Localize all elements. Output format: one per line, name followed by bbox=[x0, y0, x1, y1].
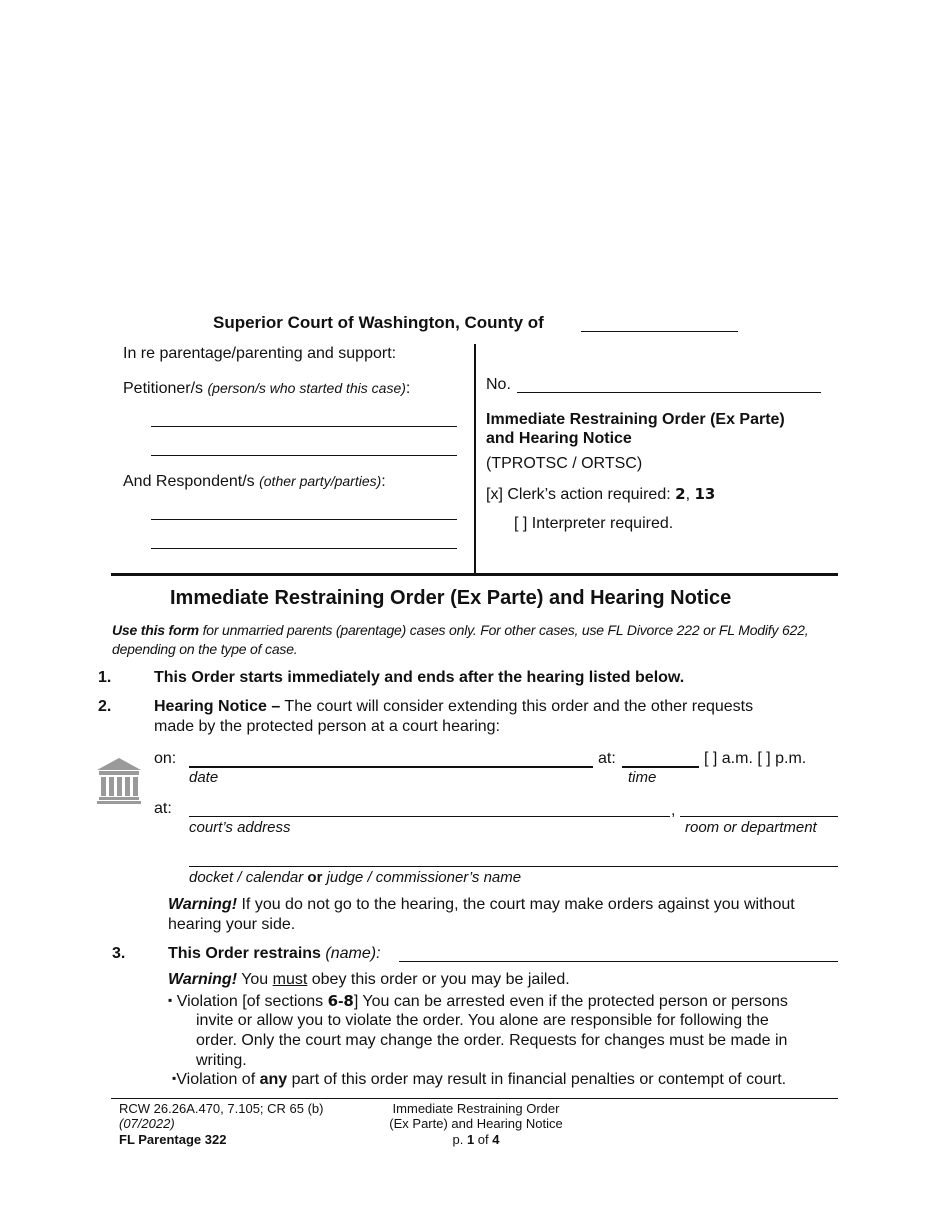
restrained-name-field[interactable] bbox=[399, 961, 838, 962]
ampm-checkboxes[interactable]: [ ] a.m. [ ] p.m. bbox=[704, 750, 807, 767]
clerk-action: [x] Clerk’s action required: 2, 13 bbox=[486, 485, 716, 503]
room-caption: room or department bbox=[685, 819, 817, 836]
courthouse-icon bbox=[96, 757, 142, 805]
caption-doc-title-1: Immediate Restraining Order (Ex Parte) bbox=[486, 411, 785, 428]
time-caption: time bbox=[628, 769, 657, 786]
interpreter-checkbox[interactable]: [ ] Interpreter required. bbox=[514, 515, 674, 532]
intro-line-2: depending on the type of case. bbox=[112, 641, 298, 657]
docket-field[interactable] bbox=[189, 866, 838, 867]
item-2-number: 2. bbox=[98, 698, 112, 715]
item-3-heading: This Order restrains (name): bbox=[168, 945, 381, 962]
hearing-at-label: at: bbox=[154, 800, 172, 817]
respondent-label: And Respondent/s (other party/parties): bbox=[123, 473, 386, 490]
respondent-field-2[interactable] bbox=[151, 548, 457, 549]
address-caption: court’s address bbox=[189, 819, 291, 836]
court-address-field[interactable] bbox=[189, 816, 670, 817]
item-1-number: 1. bbox=[98, 669, 112, 686]
hearing-warning-line-2: hearing your side. bbox=[168, 916, 296, 933]
footer-title-2: (Ex Parte) and Hearing Notice bbox=[389, 1116, 563, 1131]
respondent-hint: (other party/parties) bbox=[259, 473, 382, 489]
footer-rcw: RCW 26.26A.470, 7.105; CR 65 (b) bbox=[119, 1101, 324, 1116]
footer-title-1: Immediate Restraining Order bbox=[392, 1101, 560, 1116]
court-title: Superior Court of Washington, County of bbox=[213, 313, 544, 332]
restrain-warning: Warning! You must obey this order or you may be jailed. bbox=[168, 971, 570, 988]
bullet-1-line-2: invite or allow you to violate the order. You alone are responsible for following the bbox=[196, 1012, 769, 1029]
room-field[interactable] bbox=[680, 816, 838, 817]
bullet-1-line-3: order. Only the court may change the order. Requests for changes must be made in bbox=[196, 1032, 788, 1049]
hearing-on-label: on: bbox=[154, 750, 177, 767]
case-number-field[interactable] bbox=[517, 392, 821, 393]
intro-line-1: Use this form for unmarried parents (parentage) cases only. For other cases, use FL Divorce 222 or FL Modify 622, bbox=[112, 622, 809, 638]
item-3-number: 3. bbox=[112, 945, 126, 962]
item-2-line-1: Hearing Notice – The court will consider extending this order and the other requests bbox=[154, 698, 754, 715]
petitioner-field-2[interactable] bbox=[151, 455, 457, 456]
case-number-label: No. bbox=[486, 376, 511, 393]
footer-date: (07/2022) bbox=[119, 1116, 175, 1131]
item-2-line-2: made by the protected person at a court hearing: bbox=[154, 718, 500, 735]
hearing-time-field[interactable] bbox=[622, 766, 699, 768]
county-field[interactable] bbox=[581, 331, 738, 332]
item-1-text: This Order starts immediately and ends after the hearing listed below. bbox=[154, 669, 685, 686]
hearing-date-field[interactable] bbox=[189, 766, 593, 768]
footer-rule bbox=[111, 1098, 838, 1099]
in-re-label: In re parentage/parenting and support: bbox=[123, 345, 397, 362]
address-comma: , bbox=[671, 802, 676, 819]
bullet-2: ▪Violation of any part of this order may result in financial penalties or contempt of court. bbox=[172, 1071, 787, 1088]
hearing-time-label: at: bbox=[598, 750, 616, 767]
main-title: Immediate Restraining Order (Ex Parte) and Hearing Notice bbox=[170, 587, 732, 609]
caption-bottom-rule bbox=[111, 573, 838, 576]
caption-doc-title-2: and Hearing Notice bbox=[486, 430, 632, 447]
bullet-1-line-4: writing. bbox=[196, 1052, 247, 1069]
petitioner-label: Petitioner/s (person/s who started this case): bbox=[123, 380, 411, 397]
date-caption: date bbox=[189, 769, 219, 786]
footer-page: p. 1 of 4 bbox=[452, 1132, 500, 1147]
bullet-1-line-1: ▪ Violation [of sections 6-8] You can be arrested even if the protected person or persons bbox=[168, 992, 788, 1010]
footer-form-id: FL Parentage 322 bbox=[119, 1132, 227, 1147]
petitioner-field-1[interactable] bbox=[151, 426, 457, 427]
petitioner-hint: (person/s who started this case) bbox=[207, 380, 406, 396]
doc-code: (TPROTSC / ORTSC) bbox=[486, 455, 643, 472]
docket-caption: docket / calendar or judge / commissioner’s name bbox=[189, 869, 522, 886]
hearing-warning-line-1: Warning! If you do not go to the hearing, the court may make orders against you without bbox=[168, 896, 795, 913]
respondent-field-1[interactable] bbox=[151, 519, 457, 520]
caption-divider bbox=[474, 344, 476, 575]
